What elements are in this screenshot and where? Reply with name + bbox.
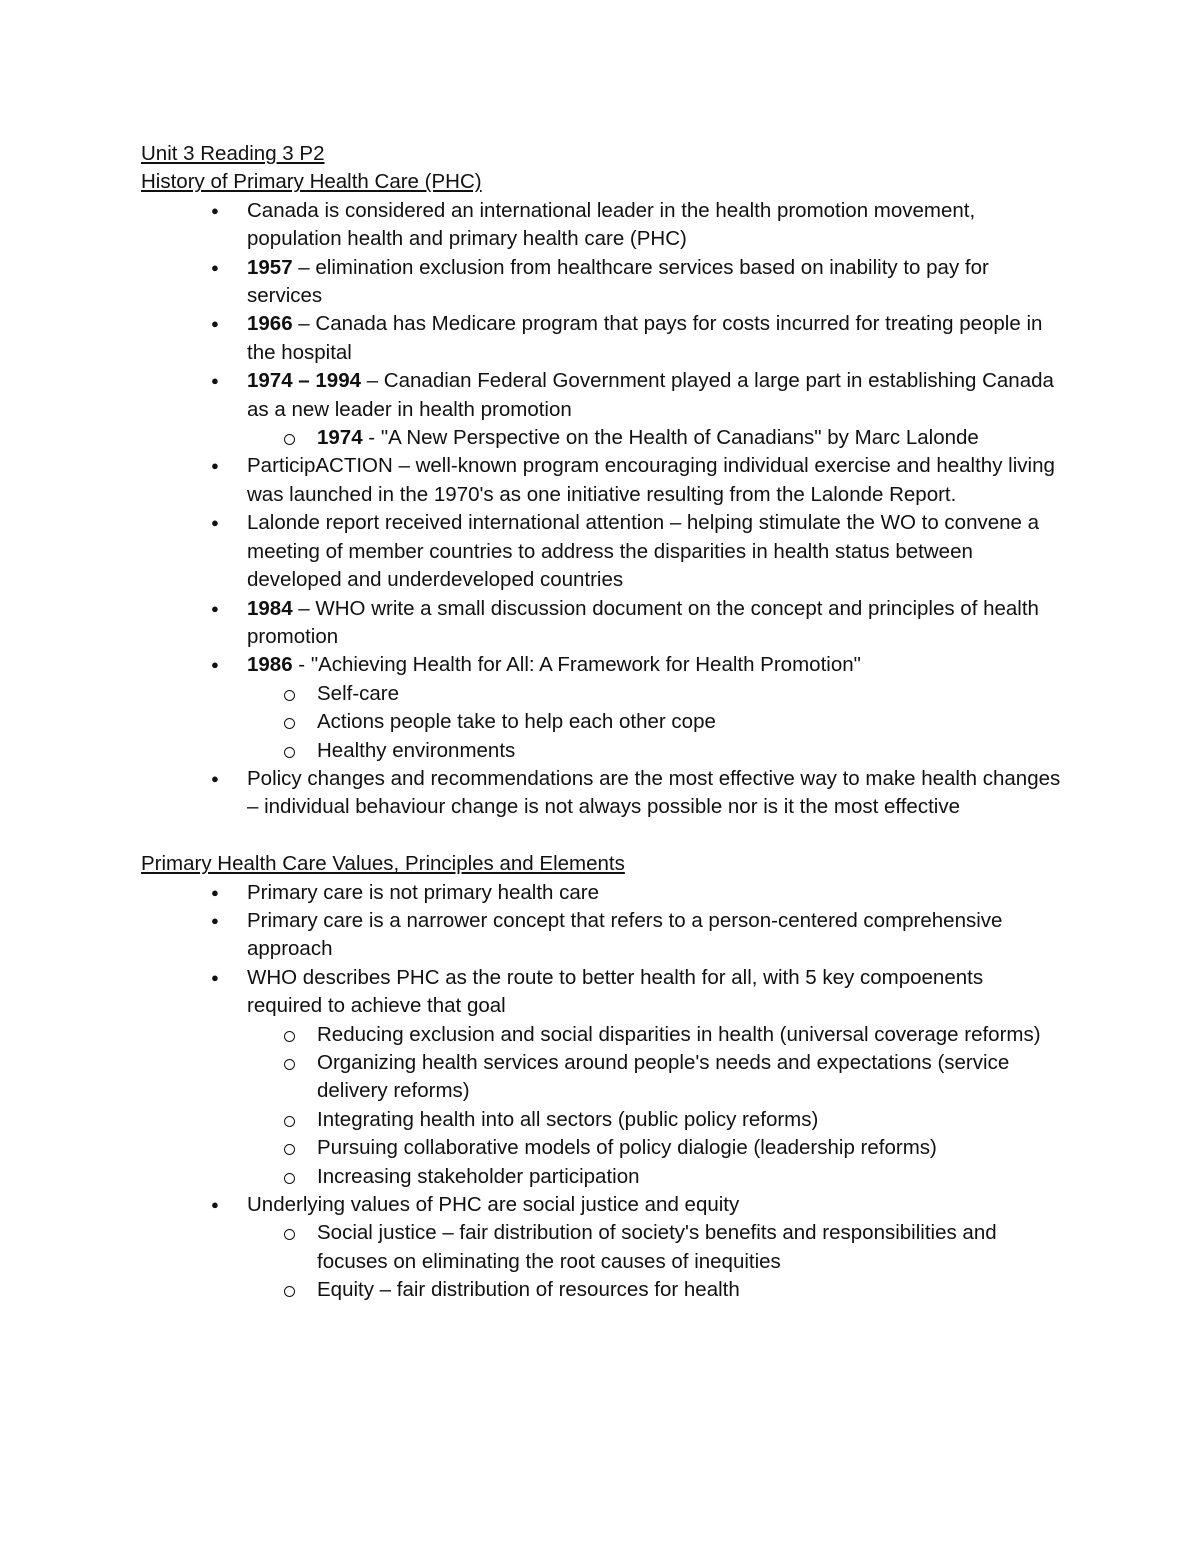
- sub-list-item: Reducing exclusion and social disparities in health (universal coverage reforms): [247, 1021, 1061, 1049]
- list-item: ● Primary care is not primary health care: [141, 879, 1061, 907]
- sub-list-item: Social justice – fair distribution of society's benefits and responsibilities and focuses on eliminating the root causes of inequities: [247, 1219, 1061, 1276]
- sub-list-item: Healthy environments: [247, 737, 1061, 765]
- sub-list-item: Actions people take to help each other cope: [247, 708, 1061, 736]
- list-item: ● Underlying values of PHC are social justice and equity Social justice – fair distribution of society's benefits and responsibilities and focuses on eliminating the root causes of inequities Equity – fair distribution of resources for health: [141, 1191, 1061, 1305]
- history-list: [141, 197, 1061, 822]
- year-label: 1974 – 1994: [247, 369, 362, 393]
- year-label: 1966: [247, 312, 293, 336]
- sub-list: [247, 424, 1061, 452]
- list-item: ● 1966 – Canada has Medicare program that pays for costs incurred for treating people in the hospital: [141, 310, 1061, 367]
- sub-list-item: Organizing health services around people's needs and expectations (service delivery reforms): [247, 1049, 1061, 1106]
- document-title: Unit 3 Reading 3 P2: [141, 142, 325, 165]
- document-content: [141, 140, 1061, 1305]
- list-item: ● Canada is considered an international leader in the health promotion movement, population health and primary health care (PHC): [141, 197, 1061, 254]
- list-item: ● Lalonde report received international attention – helping stimulate the WO to convene a meeting of member countries to address the disparities in health status between developed and underdeveloped countries: [141, 509, 1061, 594]
- sub-list-item: Increasing stakeholder participation: [247, 1163, 1061, 1191]
- section-heading-history: History of Primary Health Care (PHC): [141, 170, 482, 194]
- list-item: ● 1957 – elimination exclusion from healthcare services based on inability to pay for services: [141, 254, 1061, 311]
- sub-list-item: 1974 - "A New Perspective on the Health of Canadians" by Marc Lalonde: [247, 424, 1061, 452]
- list-item: ● 1986 - "Achieving Health for All: A Framework for Health Promotion" Self-care Actions people take to help each other cope Healthy environments: [141, 651, 1061, 765]
- year-label: 1986: [247, 653, 293, 677]
- list-item: ● WHO describes PHC as the route to better health for all, with 5 key compoenents required to achieve that goal Reducing exclusion and social disparities in health (universal coverage reforms) Organizing health services around people's needs and expectations (service delivery reforms) Integrating health into all sectors (public policy reforms) Pursuing collaborative models of policy dialogie (leadership reforms) Increasing stakeholder participation: [141, 964, 1061, 1191]
- list-item: ● 1984 – WHO write a small discussion document on the concept and principles of health promotion: [141, 595, 1061, 652]
- sub-list: [247, 680, 1061, 765]
- sub-list: [247, 1021, 1061, 1191]
- sub-list-item: Equity – fair distribution of resources for health: [247, 1276, 1061, 1304]
- sub-list-item: Integrating health into all sectors (public policy reforms): [247, 1106, 1061, 1134]
- list-item: ● Primary care is a narrower concept that refers to a person-centered comprehensive approach: [141, 907, 1061, 964]
- sub-list: [247, 1219, 1061, 1304]
- year-label: 1974: [317, 426, 363, 450]
- year-label: 1957: [247, 255, 293, 279]
- sub-list-item: Pursuing collaborative models of policy dialogie (leadership reforms): [247, 1134, 1061, 1162]
- section-heading-values: Primary Health Care Values, Principles and Elements: [141, 852, 625, 876]
- list-item: ● ParticipACTION – well-known program encouraging individual exercise and healthy living was launched in the 1970's as one initiative resulting from the Lalonde Report.: [141, 452, 1061, 509]
- values-list: [141, 879, 1061, 1305]
- list-item: ● 1974 – 1994 – Canadian Federal Government played a large part in establishing Canada as a new leader in health promotion 1974 - "A New Perspective on the Health of Canadians" by Marc Lalonde: [141, 367, 1061, 452]
- year-label: 1984: [247, 596, 293, 620]
- sub-list-item: Self-care: [247, 680, 1061, 708]
- section-spacer: [141, 822, 1061, 850]
- list-item: ● Policy changes and recommendations are the most effective way to make health changes – individual behaviour change is not always possible nor is it the most effective: [141, 765, 1061, 822]
